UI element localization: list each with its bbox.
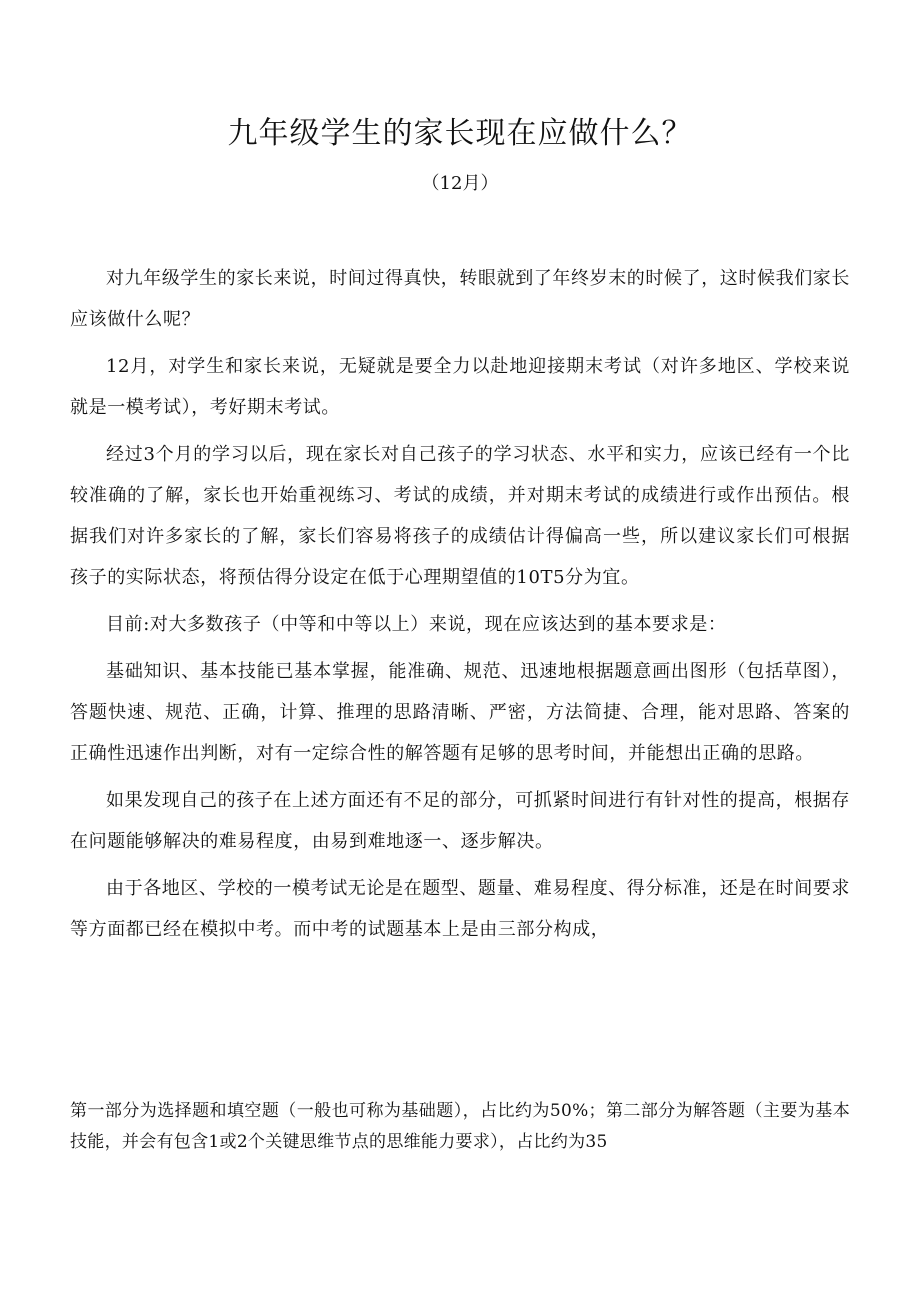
paragraph: 12月，对学生和家长来说，无疑就是要全力以赴地迎接期末考试（对许多地区、学校来说就是一模考试），考好期末考试。 [70,356,850,418]
paragraph: 对九年级学生的家长来说，时间过得真快，转眼就到了年终岁末的时候了，这时候我们家长应该做什么呢？ [70,268,850,330]
document-title: 九年级学生的家长现在应做什么？ [227,116,693,151]
paragraph: 经过3个月的学习以后，现在家长对自己孩子的学习状态、水平和实力，应该已经有一个比较准确的了解，家长也开始重视练习、考试的成绩，并对期末考试的成绩进行或作出预估。根据我们对许多家长的了解，家长们容易将孩子的成绩估计得偏高一些，所以建议家长们可根据孩子的实际状态，将预估得分设定在低于心理期望值的10T5分为宜。 [70,444,850,588]
paragraph: 由于各地区、学校的一模考试无论是在题型、题量、难易程度、得分标准，还是在时间要求等方面都已经在模拟中考。而中考的试题基本上是由三部分构成， [70,878,850,940]
paragraph: 基础知识、基本技能已基本掌握，能准确、规范、迅速地根据题意画出图形（包括草图），答题快速、规范、正确，计算、推理的思路清晰、严密，方法简捷、合理，能对思路、答案的正确性迅速作出判断，对有一定综合性的解答题有足够的思考时间，并能想出正确的思路。 [70,661,850,764]
paragraph: 如果发现自己的孩子在上述方面还有不足的部分，可抓紧时间进行有针对性的提高，根据存在问题能够解决的难易程度，由易到难地逐一、逐步解决。 [70,790,850,852]
document-body [70,258,850,956]
document-subtitle: （12月） [421,173,499,194]
paragraph: 目前:对大多数孩子（中等和中等以上）来说，现在应该达到的基本要求是： [106,614,727,635]
tail-paragraph: 第一部分为选择题和填空题（一般也可称为基础题），占比约为50%；第二部分为解答题（主要为基本技能，并会有包含1或2个关键思维节点的思维能力要求），占比约为35 [70,1101,850,1152]
